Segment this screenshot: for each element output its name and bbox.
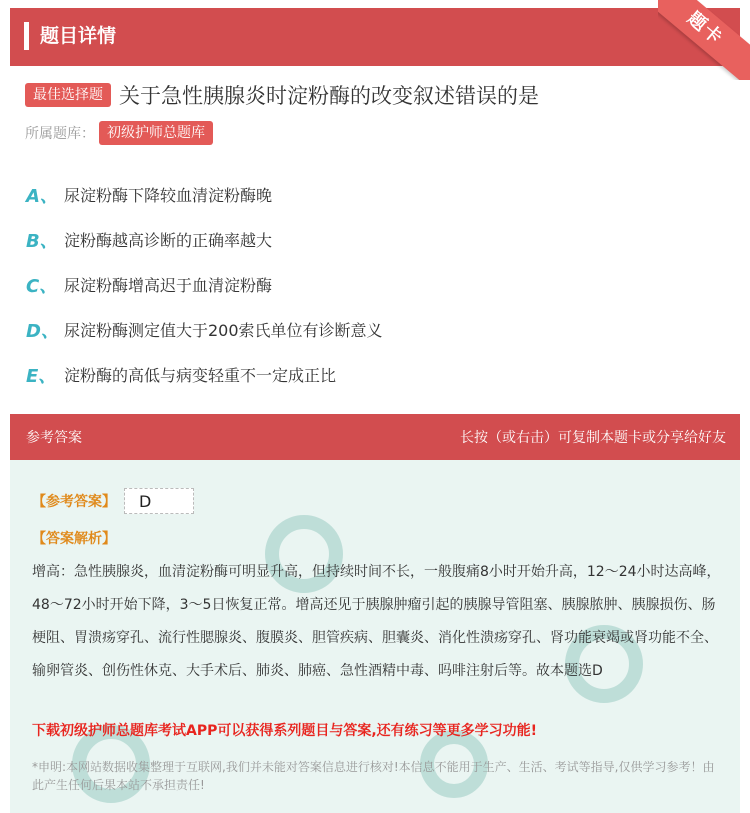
explanation-text: 增高：急性胰腺炎，血清淀粉酶可明显升高，但持续时间不长，一般腹痛8小时开始升高，12～24小时达高峰，48～72小时开始下降，3～5日恢复正常。增高还见于胰腺肿瘤引起的胰腺导管阻塞、胰腺脓肿、胰腺损伤、肠梗阻、胃溃疡穿孔、流行性腮腺炎、腹膜炎、胆管疾病、胆囊炎、消化性溃疡穿孔、肾功能衰竭或肾功能不全、输卵管炎、创伤性休克、大手术后、肺炎、肺癌、急性酒精中毒、吗啡注射后等。故本题选D bbox=[32, 564, 721, 679]
bank-label: 所属题库： bbox=[25, 126, 95, 142]
options-list bbox=[26, 172, 383, 397]
answer-header bbox=[10, 414, 740, 460]
answer-section-title: 参考答案 bbox=[26, 430, 82, 446]
option-letter: E、 bbox=[26, 365, 57, 387]
answer-body bbox=[10, 460, 740, 813]
option-letter: B、 bbox=[26, 230, 58, 252]
corner-badge bbox=[658, 0, 750, 80]
page-header bbox=[10, 8, 740, 66]
reference-answer-value: D bbox=[124, 488, 194, 514]
corner-badge-label: 题卡 bbox=[658, 0, 750, 80]
option-e[interactable] bbox=[26, 352, 383, 397]
bank-link[interactable]: 初级护师总题库 bbox=[99, 121, 213, 145]
option-b[interactable] bbox=[26, 217, 383, 262]
header-accent-bar bbox=[24, 22, 29, 50]
option-text: 尿淀粉酶测定值大于200索氏单位有诊断意义 bbox=[64, 321, 383, 340]
option-text: 淀粉酶的高低与病变轻重不一定成正比 bbox=[64, 366, 337, 385]
share-hint: 长按（或右击）可复制本题卡或分享给好友 bbox=[460, 430, 726, 446]
option-a[interactable] bbox=[26, 172, 383, 217]
disclaimer-text: *申明:本网站数据收集整理于互联网,我们并未能对答案信息进行核对!本信息不能用于生产、生活、考试等指导,仅供学习参考！由此产生任何后果本站不承担责任! bbox=[32, 760, 715, 792]
option-text: 淀粉酶越高诊断的正确率越大 bbox=[64, 231, 273, 250]
option-text: 尿淀粉酶下降较血清淀粉酶晚 bbox=[64, 186, 273, 205]
question-text: 关于急性胰腺炎时淀粉酶的改变叙述错误的是 bbox=[119, 84, 539, 108]
option-text: 尿淀粉酶增高迟于血清淀粉酶 bbox=[64, 276, 273, 295]
page-title: 题目详情 bbox=[40, 25, 117, 47]
option-c[interactable] bbox=[26, 262, 383, 307]
option-letter: A、 bbox=[26, 185, 58, 207]
reference-answer-line bbox=[32, 488, 194, 514]
option-d[interactable] bbox=[26, 307, 383, 352]
option-letter: D、 bbox=[26, 320, 59, 342]
option-letter: C、 bbox=[26, 275, 58, 297]
download-app-promo[interactable]: 下载初级护师总题库考试APP可以获得系列题目与答案,还有练习等更多学习功能! bbox=[32, 723, 538, 739]
explanation-label: 【答案解析】 bbox=[32, 531, 116, 547]
reference-answer-label: 【参考答案】 bbox=[32, 494, 116, 510]
question-line bbox=[25, 80, 539, 110]
question-bank-line bbox=[25, 120, 213, 146]
question-type-tag: 最佳选择题 bbox=[25, 83, 111, 107]
